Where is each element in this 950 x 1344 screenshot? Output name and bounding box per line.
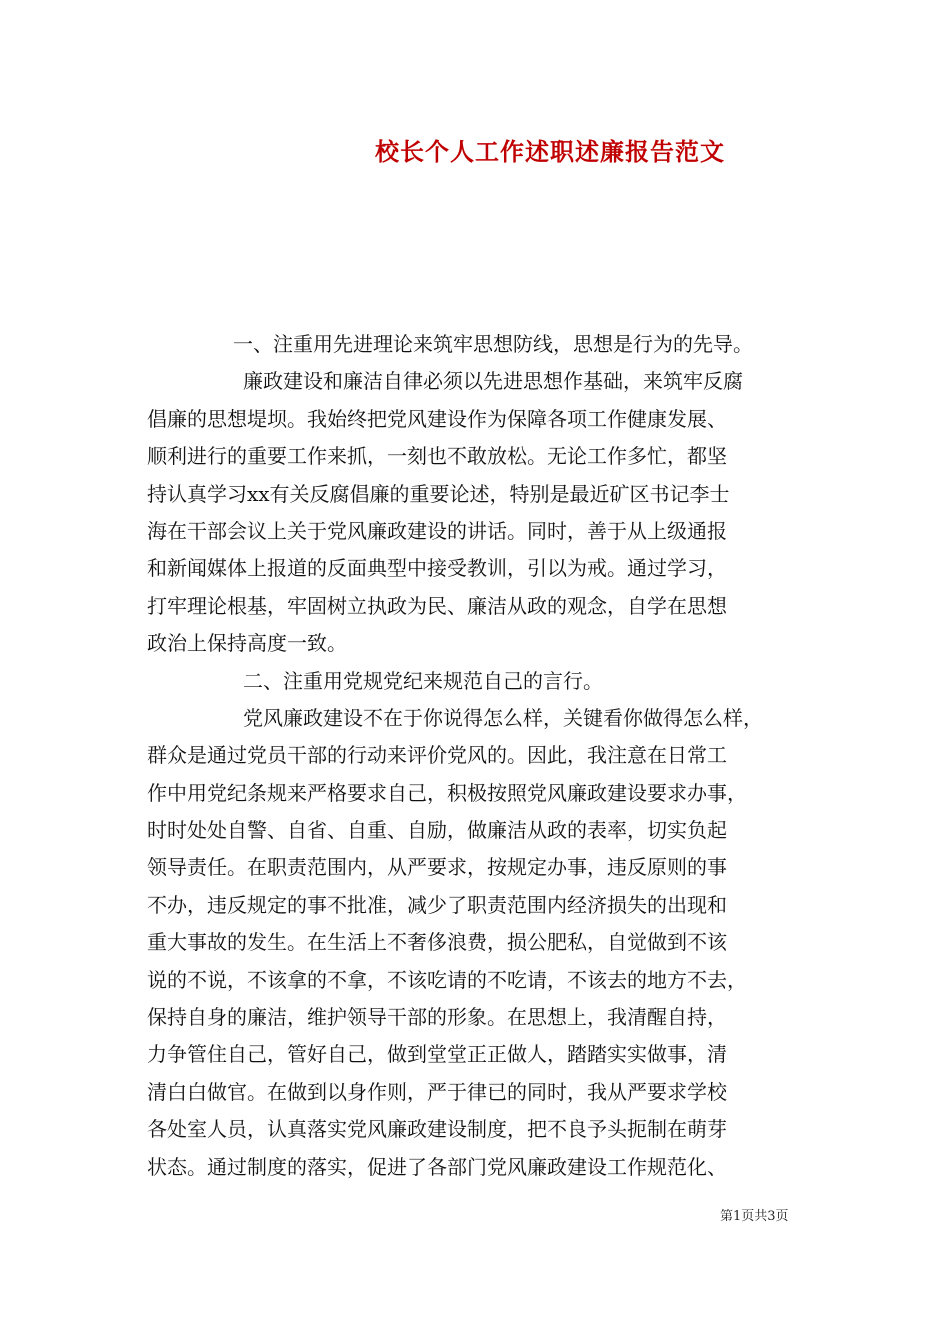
section-heading: 二、注重用党规党纪来规范自己的言行。 bbox=[243, 668, 603, 693]
paragraph-line: 海在干部会议上关于党风廉政建设的讲话。同时，善于从上级通报 bbox=[147, 518, 727, 543]
paragraph-line: 顺利进行的重要工作来抓，一刻也不敢放松。无论工作多忙，都坚 bbox=[147, 444, 727, 469]
paragraph-line: 不办，违反规定的事不批准，减少了职责范围内经济损失的出现和 bbox=[147, 892, 727, 917]
page-number: 第1页共3页 bbox=[720, 1209, 789, 1224]
page-title: 校长个人工作述职述廉报告范文 bbox=[375, 137, 725, 166]
paragraph-line: 持认真学习xx有关反腐倡廉的重要论述，特别是最近矿区书记李士 bbox=[147, 481, 730, 506]
paragraph-line: 领导责任。在职责范围内，从严要求，按规定办事，违反原则的事 bbox=[147, 855, 727, 880]
paragraph-line: 清白白做官。在做到以身作则，严于律已的同时，我从严要求学校 bbox=[147, 1079, 727, 1104]
paragraph-line: 廉政建设和廉洁自律必须以先进思想作基础，来筑牢反腐 bbox=[243, 369, 743, 394]
paragraph-line: 保持自身的廉洁，维护领导干部的形象。在思想上，我清醒自持， bbox=[147, 1005, 727, 1030]
paragraph-line: 状态。通过制度的落实，促进了各部门党风廉政建设工作规范化、 bbox=[147, 1154, 727, 1179]
paragraph-line: 群众是通过党员干部的行动来评价党风的。因此，我注意在日常工 bbox=[147, 743, 727, 768]
paragraph-line: 党风廉政建设不在于你说得怎么样，关键看你做得怎么样， bbox=[243, 705, 763, 730]
paragraph-line: 政治上保持高度一致。 bbox=[147, 631, 347, 656]
paragraph-line: 力争管住自己，管好自己，做到堂堂正正做人，踏踏实实做事，清 bbox=[147, 1042, 727, 1067]
section-heading: 一、注重用先进理论来筑牢思想防线，思想是行为的先导。 bbox=[233, 332, 753, 356]
paragraph-line: 时时处处自警、自省、自重、自励，做廉洁从政的表率，切实负起 bbox=[147, 818, 727, 843]
paragraph-line: 打牢理论根基，牢固树立执政为民、廉洁从政的观念，自学在思想 bbox=[147, 593, 727, 618]
paragraph-line: 倡廉的思想堤坝。我始终把党风建设作为保障各项工作健康发展、 bbox=[147, 406, 727, 431]
paragraph-line: 作中用党纪条规来严格要求自己，积极按照党风廉政建设要求办事， bbox=[147, 780, 747, 805]
paragraph-line: 和新闻媒体上报道的反面典型中接受教训，引以为戒。通过学习， bbox=[147, 556, 727, 581]
paragraph-line: 各处室人员，认真落实党风廉政建设制度，把不良予头扼制在萌芽 bbox=[147, 1117, 727, 1142]
paragraph-line: 重大事故的发生。在生活上不奢侈浪费，损公肥私，自觉做到不该 bbox=[147, 930, 727, 955]
document-body bbox=[147, 326, 817, 1186]
paragraph-line: 说的不说，不该拿的不拿，不该吃请的不吃请，不该去的地方不去， bbox=[147, 967, 747, 992]
